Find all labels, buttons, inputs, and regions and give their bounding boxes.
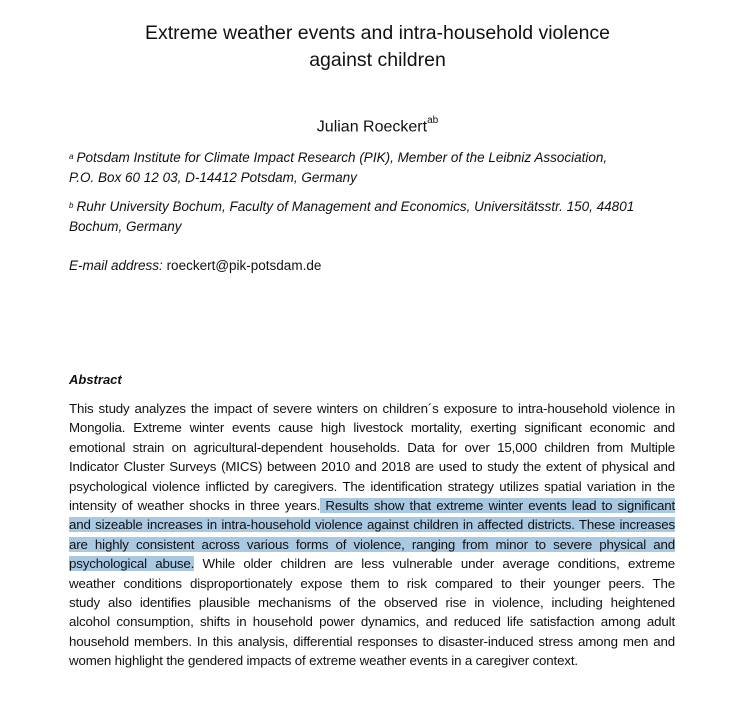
abstract-line [69,632,675,651]
affiliation-a-line-1: Potsdam Institute for Climate Impact Research (PIK), Member of the Leibniz Association, [76,150,608,165]
abstract-line [69,418,675,437]
abstract-line [69,496,675,515]
highlighted-text: and sizeable increases in intra-household violence against children in affected districts. These increases [69,517,675,533]
affiliation-a-mark: a [69,152,74,161]
affiliation-b [69,197,699,236]
abstract-text: psychological violence inflicted by caregivers. The identification strategy utilizes spatial variation in the [69,478,675,494]
email-address[interactable]: roeckert@pik-potsdam.de [166,258,322,273]
paper-title [0,20,755,74]
abstract-text: This study analyzes the impact of severe winters on children´s exposure to intra-household violence in [69,401,675,416]
highlighted-text: are highly consistent across various forms of violence, ranging from minor to severe physical and [69,536,675,552]
abstract-line [69,612,675,631]
abstract-text: emotional strain on agricultural-dependent households. Data for over 15,000 children from Multiple [69,439,675,455]
affiliation-b-line-2: Bochum, Germany [69,218,182,234]
abstract-text: intensity of weather shocks in three years. [69,497,321,513]
abstract-text: alcohol consumption, shifts in household power dynamics, and reduced life satisfaction among adult [69,614,675,630]
abstract-body [69,399,675,670]
abstract-text: Mongolia. Extreme winter events cause high livestock mortality, exerting significant economic and [69,420,675,436]
abstract-text: study also identifies plausible mechanisms of the observed rise in violence, including heightened [69,594,675,610]
highlighted-text: Results show that extreme winter events lead to significant [320,497,676,513]
email-line [69,256,321,276]
abstract-line [69,535,675,554]
author-name: Julian Roeckert [316,118,428,136]
title-line-1: Extreme weather events and intra-household violence [144,22,611,44]
abstract-line [69,457,675,476]
abstract-text: weather conditions disproportionately expose them to risk compared to their younger peers. The [69,575,675,591]
affiliation-b-line-1: Ruhr University Bochum, Faculty of Management and Economics, Universitätsstr. 150, 44801 [76,199,635,214]
abstract-line [69,554,675,573]
highlighted-text: psychological abuse. [69,556,195,572]
abstract-text: While older children are less vulnerable under average conditions, extreme [194,556,675,572]
author-affiliation-marks: ab [427,115,439,126]
abstract-line [69,593,675,612]
abstract-text: household members. In this analysis, differential responses to disaster-induced stress among men and [69,633,675,649]
author [0,113,755,137]
abstract-line [69,574,675,593]
abstract-line [69,438,675,457]
affiliation-a-line-2: P.O. Box 60 12 03, D-14412 Potsdam, Germany [69,169,357,185]
abstract-line [69,651,675,670]
abstract-heading: Abstract [69,372,122,387]
title-line-2: against children [309,49,446,71]
abstract-text: Indicator Cluster Surveys (MICS) between 2010 and 2018 are used to study the extent of physical and [69,459,675,475]
affiliation-a [69,148,699,187]
abstract-line [69,477,675,496]
abstract-line [69,515,675,534]
email-label: E-mail address: [69,258,163,273]
abstract-text: women highlight the gendered impacts of extreme weather events in a caregiver context. [69,653,578,669]
affiliation-b-mark: b [69,201,74,210]
abstract-line [69,399,675,418]
